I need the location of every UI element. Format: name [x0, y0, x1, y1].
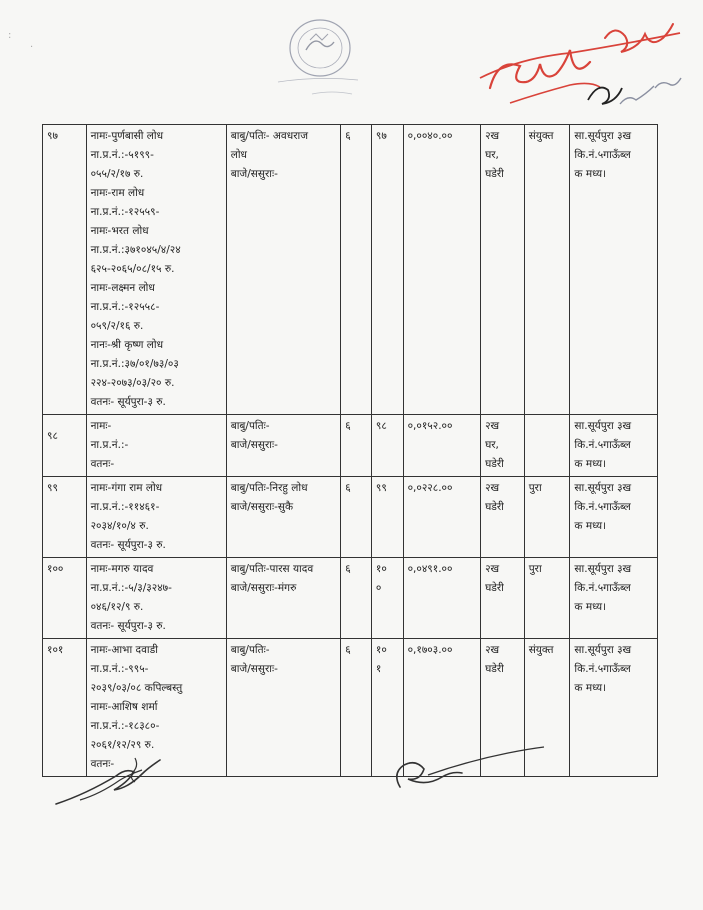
area-cell — [403, 415, 480, 477]
parent-cell — [226, 558, 341, 639]
land-type-cell-line: २ख — [485, 563, 500, 575]
owner-cell-line: नामः-आशिष शर्मा — [90, 701, 158, 713]
owner-cell — [86, 558, 226, 639]
serial-number-cell-value: ९७ — [47, 130, 58, 142]
land-type-cell-line: घर, — [485, 439, 499, 451]
location-cell-line: सा.सूर्यपुरा ३ख — [574, 130, 632, 142]
ownership-cell-value: पुरा — [528, 482, 542, 494]
kitta-cell — [371, 415, 403, 477]
kitta-cell-line: ९७ — [375, 130, 387, 142]
owner-cell-line: ना.प्र.नं.:-५/३/३२४७- — [90, 582, 172, 594]
table-row — [43, 558, 658, 639]
location-cell-line: क मध्य। — [574, 520, 607, 532]
owner-cell-line: नामः-गंगा राम लोध — [90, 482, 163, 494]
owner-cell-line: ना.प्र.नं.:३७१०४५/४/२४ — [90, 244, 181, 256]
kitta-cell — [371, 477, 403, 558]
parent-cell-line: बाबु/पतिः- अवधराज — [230, 130, 309, 142]
area-cell — [403, 125, 480, 415]
location-cell-line: कि.नं.५गाऊँब्ल — [574, 149, 631, 161]
ownership-cell — [524, 125, 570, 415]
location-cell-line: सा.सूर्यपुरा ३ख — [574, 563, 632, 575]
table-row — [43, 415, 658, 477]
ownership-cell — [524, 477, 570, 558]
location-cell-line: सा.सूर्यपुरा ३ख — [574, 420, 632, 432]
owner-cell — [86, 415, 226, 477]
owner-cell-line: २०६१/१२/२९ रु. — [90, 739, 155, 751]
land-type-cell-line: २ख — [485, 420, 500, 432]
location-cell-line: सा.सूर्यपुरा ३ख — [574, 482, 632, 494]
location-cell-line: क मध्य। — [574, 458, 607, 470]
kitta-cell-line: ९८ — [375, 420, 387, 432]
land-type-cell-line: २ख — [485, 130, 500, 142]
office-stamp — [272, 10, 382, 105]
owner-cell-line: ना.प्र.नं.:-९९५- — [90, 663, 149, 675]
table-row — [43, 125, 658, 415]
ownership-cell — [524, 415, 570, 477]
parent-cell-line: बाजे/ससुराः- — [230, 439, 278, 451]
ward-cell-value: ६ — [345, 644, 351, 656]
owner-cell-line: ना.प्र.नं.:३७/०१/७३/०३ — [90, 358, 179, 370]
owner-cell-line: ना.प्र.नं.:-१८३८०- — [90, 720, 160, 732]
land-records-table — [42, 124, 658, 777]
owner-cell-line: ०४६/१२/९ रु. — [90, 601, 144, 613]
owner-cell-line: नामः-भरत लोध — [90, 225, 149, 237]
land-type-cell-line: घर, — [485, 149, 499, 161]
owner-cell-line: नामः-राम लोध — [90, 187, 145, 199]
kitta-cell-line: ९९ — [375, 482, 387, 494]
area-cell-value: ०,१७०३.०० — [407, 644, 453, 656]
serial-number-cell — [43, 558, 87, 639]
serial-number-cell — [43, 415, 87, 477]
kitta-cell — [371, 558, 403, 639]
location-cell — [570, 415, 658, 477]
serial-number-cell-value: १०१ — [47, 644, 64, 656]
kitta-cell-line: ० — [375, 582, 382, 594]
ward-cell-value: ६ — [345, 563, 351, 575]
location-cell-line: क मध्य। — [574, 682, 607, 694]
ward-cell — [341, 639, 372, 777]
location-cell-line: कि.नं.५गाऊँब्ल — [574, 439, 631, 451]
owner-cell-line: ०५९/२/१६ रु. — [90, 320, 144, 332]
location-cell-line: कि.नं.५गाऊँब्ल — [574, 501, 631, 513]
land-type-cell — [481, 125, 525, 415]
parent-cell-line: बाबु/पतिः- — [230, 644, 270, 656]
owner-cell-line: वतनः- सूर्यपुरा-३ रु. — [90, 539, 166, 551]
owner-cell-line: नामः- — [90, 420, 112, 432]
parent-cell-line: लोध — [230, 149, 248, 161]
location-cell — [570, 639, 658, 777]
owner-cell — [86, 125, 226, 415]
location-cell-line: क मध्य। — [574, 168, 607, 180]
land-type-cell-line: घडेरी — [485, 168, 504, 180]
ownership-cell — [524, 558, 570, 639]
serial-number-cell — [43, 125, 87, 415]
ownership-cell-value: पुरा — [528, 563, 542, 575]
owner-cell-line: वतनः- सूर्यपुरा-३ रु. — [90, 396, 166, 408]
parent-cell-line: बाजे/ससुराः-सुकै — [230, 501, 294, 513]
owner-cell-line: ना.प्र.नं.:-११४६१- — [90, 501, 160, 513]
serial-number-cell-value: ९८ — [47, 430, 58, 442]
land-type-cell — [481, 558, 525, 639]
land-type-cell-line: २ख — [485, 482, 500, 494]
kitta-cell — [371, 125, 403, 415]
serial-number-cell-value: ९९ — [47, 482, 58, 494]
area-cell-value: ०,०१५२.०० — [407, 420, 453, 432]
owner-cell-line: २०३४/१०/४ रु. — [90, 520, 149, 532]
ward-cell — [341, 558, 372, 639]
parent-cell-line: बाजे/ससुराः- — [230, 663, 278, 675]
owner-cell-line: नामः-पुर्णबासी लोध — [90, 130, 164, 142]
area-cell-value: ०,००४०.०० — [407, 130, 453, 142]
serial-number-cell — [43, 477, 87, 558]
owner-cell-line: ना.प्र.नं.:-१२५५९- — [90, 206, 160, 218]
parent-cell — [226, 639, 341, 777]
kitta-cell-line: १० — [375, 563, 387, 575]
parent-cell-line: बाबु/पतिः-पारस यादव — [230, 563, 314, 575]
location-cell — [570, 558, 658, 639]
kitta-cell-line: १ — [375, 663, 382, 675]
location-cell-line: कि.नं.५गाऊँब्ल — [574, 582, 631, 594]
location-cell-line: सा.सूर्यपुरा ३ख — [574, 644, 632, 656]
land-type-cell-line: २ख — [485, 644, 500, 656]
owner-cell-line: ना.प्र.नं.:-५१९९- — [90, 149, 154, 161]
ward-cell-value: ६ — [345, 482, 351, 494]
owner-cell-line: नानः-श्री कृष्ण लोध — [90, 339, 164, 351]
ward-cell — [341, 415, 372, 477]
owner-cell-line: ना.प्र.नं.:- — [90, 439, 129, 451]
parent-cell — [226, 415, 341, 477]
land-type-cell-line: घडेरी — [485, 582, 504, 594]
owner-cell-line: २०३९/०३/०८ कपिल्बस्तु — [90, 682, 183, 694]
parent-cell-line: बाजे/ससुराः- — [230, 168, 278, 180]
ownership-cell-value: संयुक्त — [528, 644, 554, 656]
location-cell — [570, 477, 658, 558]
area-cell — [403, 477, 480, 558]
ownership-cell-value: संयुक्त — [528, 130, 554, 142]
parent-cell-line: बाबु/पतिः-निरहु लोध — [230, 482, 308, 494]
parent-cell-line: बाबु/पतिः- — [230, 420, 270, 432]
kitta-cell-line: १० — [375, 644, 387, 656]
top-handwritten-signature — [470, 8, 695, 123]
owner-cell-line: नामः-लक्ष्मन लोध — [90, 282, 155, 294]
ward-cell — [341, 477, 372, 558]
serial-number-cell-value: १०० — [47, 563, 64, 575]
ward-cell-value: ६ — [345, 130, 351, 142]
ward-cell — [341, 125, 372, 415]
land-type-cell-line: घडेरी — [485, 458, 504, 470]
location-cell-line: क मध्य। — [574, 601, 607, 613]
owner-cell-line: वतनः- — [90, 758, 115, 770]
location-cell — [570, 125, 658, 415]
bottom-right-signature — [378, 745, 548, 805]
table-row — [43, 477, 658, 558]
ward-cell-value: ६ — [345, 420, 351, 432]
parent-cell — [226, 125, 341, 415]
owner-cell-line: ६२५-२०६५/०८/१५ रु. — [90, 263, 175, 275]
area-cell-value: ०,०२२८.०० — [407, 482, 453, 494]
bottom-left-signature — [50, 752, 170, 812]
parent-cell-line: बाजे/ससुराः-मंगरु — [230, 582, 297, 594]
owner-cell — [86, 477, 226, 558]
owner-cell-line: वतनः- सूर्यपुरा-३ रु. — [90, 620, 166, 632]
owner-cell-line: २२४-२०७३/०३/२० रु. — [90, 377, 175, 389]
owner-cell-line: नामः-आभा दवाडी — [90, 644, 158, 656]
owner-cell-line: नामः-मगरु यादव — [90, 563, 154, 575]
owner-cell-line: ना.प्र.नं.:-१२५५८- — [90, 301, 160, 313]
location-cell-line: कि.नं.५गाऊँब्ल — [574, 663, 631, 675]
land-type-cell-line: घडेरी — [485, 501, 504, 513]
area-cell — [403, 558, 480, 639]
land-type-cell — [481, 477, 525, 558]
owner-cell-line: वतनः- — [90, 458, 115, 470]
land-type-cell — [481, 415, 525, 477]
owner-cell-line: ०५५/२/१७ रु. — [90, 168, 144, 180]
parent-cell — [226, 477, 341, 558]
land-type-cell-line: घडेरी — [485, 663, 504, 675]
area-cell-value: ०,०४९१.०० — [407, 563, 453, 575]
